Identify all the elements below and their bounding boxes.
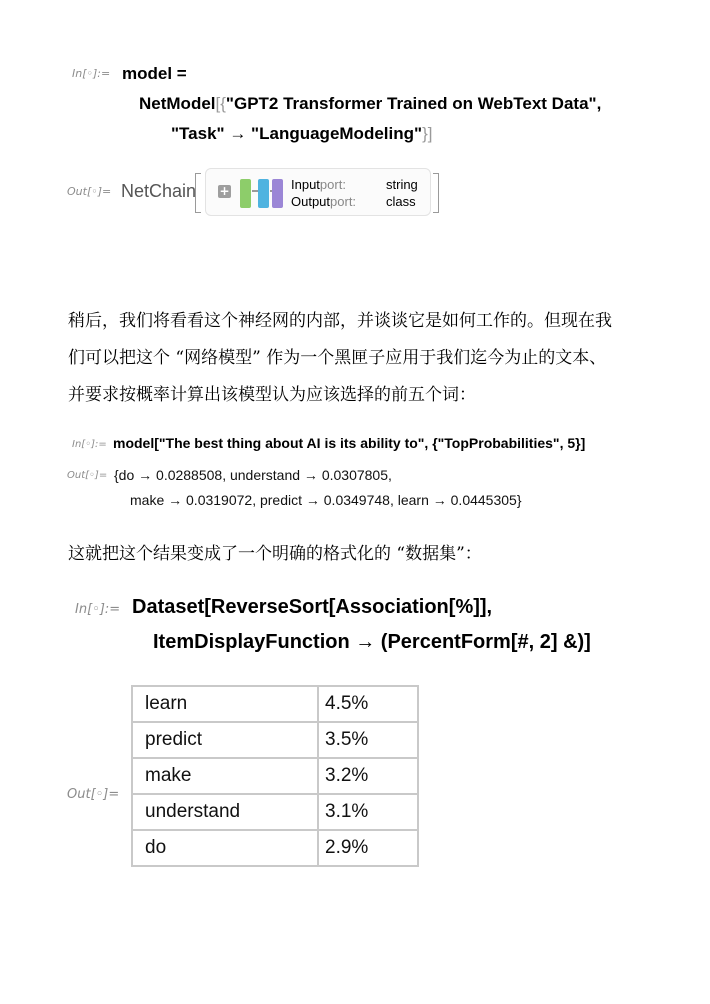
- task-arg: "Task" → "LanguageModeling": [171, 124, 423, 143]
- cell3-input-line2[interactable]: ItemDisplayFunction → (PercentForm[#, 2] &)]: [153, 631, 591, 653]
- dataset-value-cell: 2.9%: [318, 830, 418, 866]
- netchain-head: NetChain: [121, 181, 197, 201]
- close-bracket: }]: [422, 124, 433, 143]
- cell1-out-label: Out[◦]=: [67, 185, 112, 198]
- paragraph-2: 这就把这个结果变成了一个明确的格式化的 “数据集”：: [68, 544, 482, 564]
- paragraph-1-line-2: 们可以把这个 “网络模型” 作为一个黑匣子应用于我们迄今为止的文本、: [68, 348, 607, 368]
- cell2-output-line1: {do → 0.0288508, understand → 0.0307805,: [114, 467, 392, 483]
- input-port-row: [291, 177, 346, 192]
- port-word: port:: [330, 194, 357, 209]
- dataset-value-cell: 4.5%: [318, 686, 418, 722]
- dataset-key-cell: understand: [132, 794, 318, 830]
- input-word: Input: [291, 177, 320, 192]
- paragraph-1-line-1: 稍后，我们将看看这个神经网的内部，并谈谈它是如何工作的。但现在我: [68, 311, 612, 331]
- table-row[interactable]: [132, 722, 418, 758]
- dataset-key-cell: make: [132, 758, 318, 794]
- cell1-input-line2[interactable]: [139, 94, 601, 114]
- paragraph-1-line-3: 并要求按概率计算出该模型认为应该选择的前五个词：: [68, 385, 476, 405]
- dataset-value-cell: 3.1%: [318, 794, 418, 830]
- cell2-in-label: In[◦]:=: [72, 439, 107, 450]
- output-port-value: class: [386, 194, 416, 209]
- model-name-arg: "GPT2 Transformer Trained on WebText Data",: [225, 94, 602, 113]
- output-port-row: [291, 194, 356, 209]
- open-bracket: [{: [215, 94, 226, 113]
- table-row[interactable]: [132, 794, 418, 830]
- layer-blue-icon: [258, 179, 269, 208]
- cell3-out-label: Out[◦]=: [67, 787, 120, 802]
- netchain-summary-panel: [205, 168, 431, 216]
- layer-purple-icon: [272, 179, 283, 208]
- table-row[interactable]: [132, 686, 418, 722]
- netchain-left-bracket: [195, 173, 201, 213]
- cell3-input-line1[interactable]: Dataset[ReverseSort[Association[%]],: [132, 596, 493, 618]
- paragraph-1: [68, 303, 612, 414]
- cell2-out-label: Out[◦]=: [67, 470, 108, 481]
- netchain-right-bracket: [433, 173, 439, 213]
- cell1-input-line1[interactable]: model =: [122, 64, 187, 83]
- dataset-key-cell: do: [132, 830, 318, 866]
- cell2-input[interactable]: model["The best thing about AI is its ability to", {"TopProbabilities", 5}]: [113, 435, 586, 451]
- table-row[interactable]: [132, 830, 418, 866]
- output-word: Output: [291, 194, 331, 209]
- dataset-value-cell: 3.2%: [318, 758, 418, 794]
- cell1-in-label: In[◦]:=: [72, 67, 111, 80]
- expand-plus-icon[interactable]: +: [219, 184, 230, 198]
- table-row[interactable]: [132, 758, 418, 794]
- layer-green-icon: [240, 179, 251, 208]
- cell1-input-line3[interactable]: [171, 124, 432, 144]
- dataset-table: [131, 685, 419, 867]
- cell2-output-line2: make → 0.0319072, predict → 0.0349748, learn → 0.0445305}: [130, 492, 522, 508]
- dataset-key-cell: learn: [132, 686, 318, 722]
- input-port-value: string: [386, 177, 418, 192]
- cell3-in-label: In[◦]:=: [75, 602, 121, 617]
- port-word: port:: [319, 177, 346, 192]
- dataset-value-cell: 3.5%: [318, 722, 418, 758]
- netmodel-fn: NetModel: [139, 94, 216, 113]
- dataset-key-cell: predict: [132, 722, 318, 758]
